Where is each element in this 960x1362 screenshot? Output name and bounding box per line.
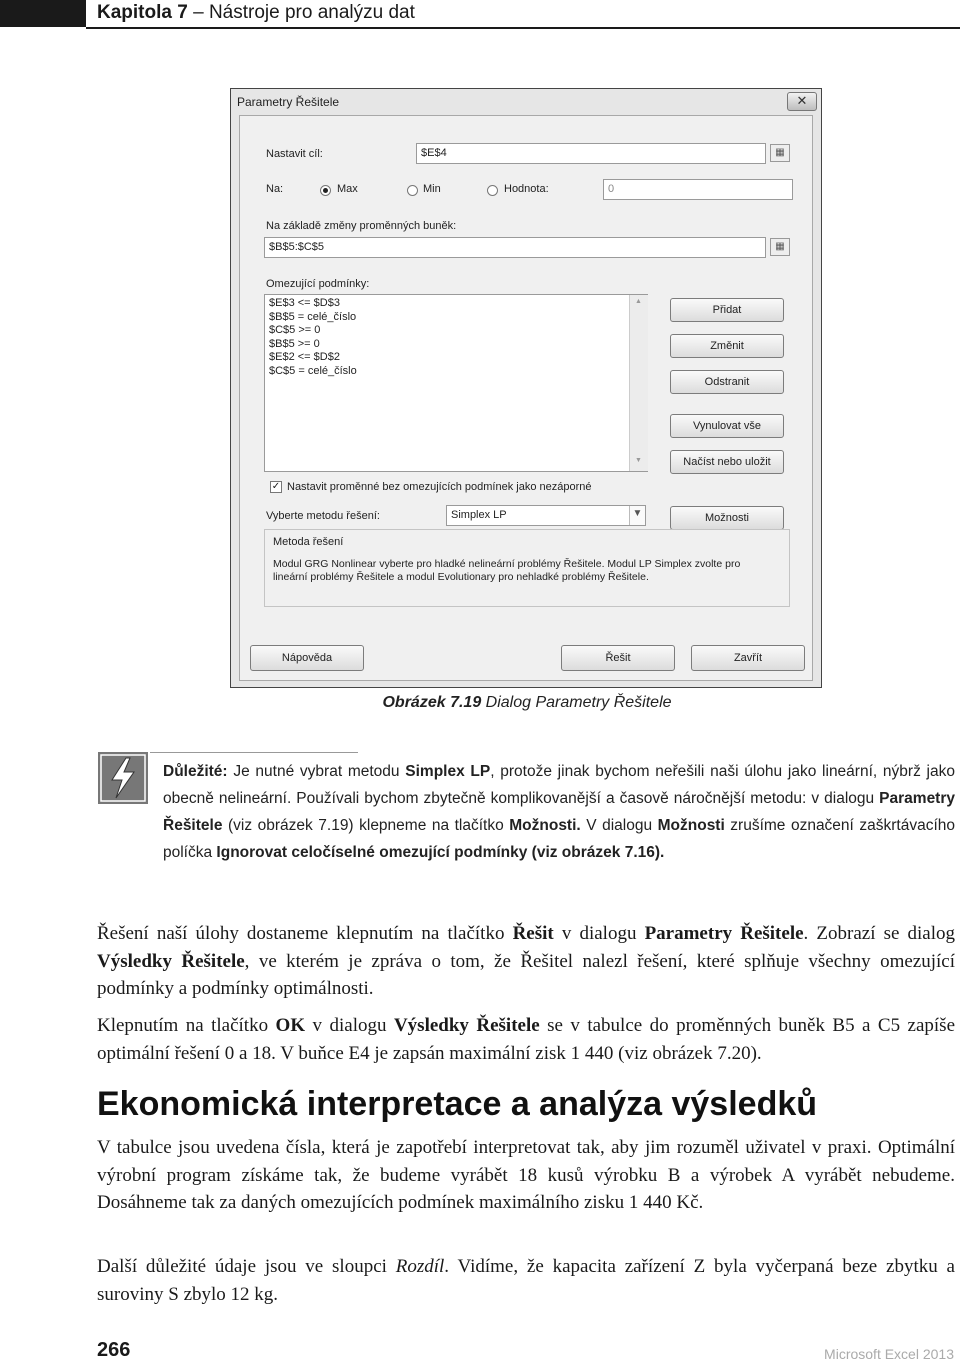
group-text: Modul GRG Nonlinear vyberte pro hladké nelineární problémy Řešitele. Modul LP Simplex zvolte pro (273, 558, 741, 570)
scroll-down-icon[interactable]: ▼ (635, 457, 642, 464)
change-button[interactable]: Změnit (670, 334, 784, 358)
header-bar (0, 0, 86, 27)
nonnegative-checkbox[interactable]: ✓ (271, 481, 281, 492)
paragraph: V tabulce jsou uvedena čísla, která je zapotřebí interpretovat tak, aby jim rozuměl uživatel v praxi. Optimální výrobní program získáme tak, že budeme vyrábět 18 kusů výrobku B a výrobek A vyrábět nebudeme. Dosáhneme tak za daných omezujících podmínek maximálního zisku 1 440 Kč. (97, 1137, 955, 1213)
value-input[interactable]: 0 (603, 179, 793, 200)
method-label: Vyberte metodu řešení: (266, 510, 380, 522)
paragraph: Klepnutím na tlačítko OK v dialogu Výsledky Řešitele se v tabulce do proměnných buněk B5 a C5 zapíše optimální řešení 0 a 18. V buňce E4 je zapsán maximální zisk 1 440 (viz obrázek 7.20). (97, 1015, 956, 1064)
changing-cells-label: Na základě změny proměnných buněk: (266, 220, 457, 232)
list-item[interactable]: $B$5 = celé_číslo (269, 310, 357, 323)
radio-value-label: Hodnota: (504, 183, 549, 195)
constraints-list[interactable] (264, 294, 648, 472)
close-icon[interactable]: ✕ (787, 92, 817, 111)
range-picker-icon[interactable]: ▦ (770, 238, 790, 256)
chapter-title: Kapitola 7 – Nástroje pro analýzu dat (97, 2, 415, 23)
reset-all-button[interactable]: Vynulovat vše (670, 414, 784, 438)
solve-button[interactable]: Řešit (561, 645, 675, 671)
dialog-title: Parametry Řešitele (237, 95, 340, 109)
objective-label: Nastavit cíl: (266, 148, 323, 160)
radio-min-label: Min (423, 183, 441, 195)
scroll-up-icon[interactable]: ▲ (635, 298, 642, 305)
to-label: Na: (266, 183, 284, 195)
note-rule (150, 752, 358, 753)
chevron-down-icon[interactable]: ▼ (629, 506, 645, 525)
section-heading: Ekonomická interpretace a analýza výsledků (97, 1085, 818, 1123)
group-text: lineární problémy Řešitele a modul Evolutionary pro nehladké problémy Řešitele. (273, 571, 649, 583)
scrollbar[interactable] (629, 295, 648, 471)
paragraph: Další důležité údaje jsou ve sloupci Rozdíl. Vidíme, že kapacita zařízení Z byla vyčerpaná beze zbytku a suroviny S zbylo 12 kg. (97, 1256, 955, 1305)
range-picker-icon[interactable]: ▦ (770, 144, 790, 162)
constraints-label: Omezující podmínky: (266, 278, 370, 290)
book-title: Microsoft Excel 2013 (824, 1346, 954, 1362)
list-item[interactable]: $E$2 <= $D$2 (269, 351, 340, 363)
changing-cells-input[interactable]: $B$5:$C$5 (264, 237, 766, 258)
solver-dialog (230, 88, 822, 688)
help-button[interactable]: Nápověda (250, 645, 364, 671)
lightning-icon (98, 752, 148, 804)
delete-button[interactable]: Odstranit (670, 370, 784, 394)
list-item[interactable]: $B$5 >= 0 (269, 337, 320, 350)
objective-input[interactable]: $E$4 (416, 143, 766, 164)
radio-min[interactable] (407, 185, 418, 196)
list-item[interactable]: $C$5 >= 0 (269, 324, 321, 336)
header-rule (86, 27, 960, 29)
nonnegative-label: Nastavit proměnné bez omezujících podmínek jako nezáporné (287, 481, 592, 493)
dialog-body (239, 115, 813, 681)
group-title: Metoda řešení (273, 536, 344, 548)
page-number: 266 (97, 1339, 131, 1361)
figure-caption: Obrázek 7.19 Dialog Parametry Řešitele (382, 694, 672, 711)
radio-max[interactable] (320, 185, 331, 196)
list-item[interactable]: $E$3 <= $D$3 (269, 297, 340, 309)
important-note: Důležité: Je nutné vybrat metodu Simplex LP, protože jinak bychom neřešili naši úlohu jako lineární, nýbrž jako obecně nelineární. Používali bychom zbytečně komplikovanější a časově náročnější metodu: v dialogu Parametry Řešitele (viz obrázek 7.19) klepneme na tlačítko Možnosti. V dialogu Možnosti zrušíme označení zaškrtávacího políčka Ignorovat celočíselné omezující podmínky (viz obrázek 7.16). (163, 763, 956, 861)
method-select[interactable]: Simplex LP (446, 505, 646, 526)
radio-max-label: Max (337, 183, 358, 195)
radio-value[interactable] (487, 185, 498, 196)
list-item[interactable]: $C$5 = celé_číslo (269, 364, 357, 377)
paragraph: Řešení naší úlohy dostaneme klepnutím na tlačítko Řešit v dialogu Parametry Řešitele. Zobrazí se dialog Výsledky Řešitele, ve kterém je zpráva o tom, že Řešitel nalezl řešení, které splňuje všechny omezující podmínky a podmínky optimálnosti. (97, 923, 956, 999)
load-save-button[interactable]: Načíst nebo uložit (670, 450, 784, 474)
method-group (264, 529, 790, 607)
close-button[interactable]: Zavřít (691, 645, 805, 671)
add-button[interactable]: Přidat (670, 298, 784, 322)
options-button[interactable]: Možnosti (670, 506, 784, 530)
